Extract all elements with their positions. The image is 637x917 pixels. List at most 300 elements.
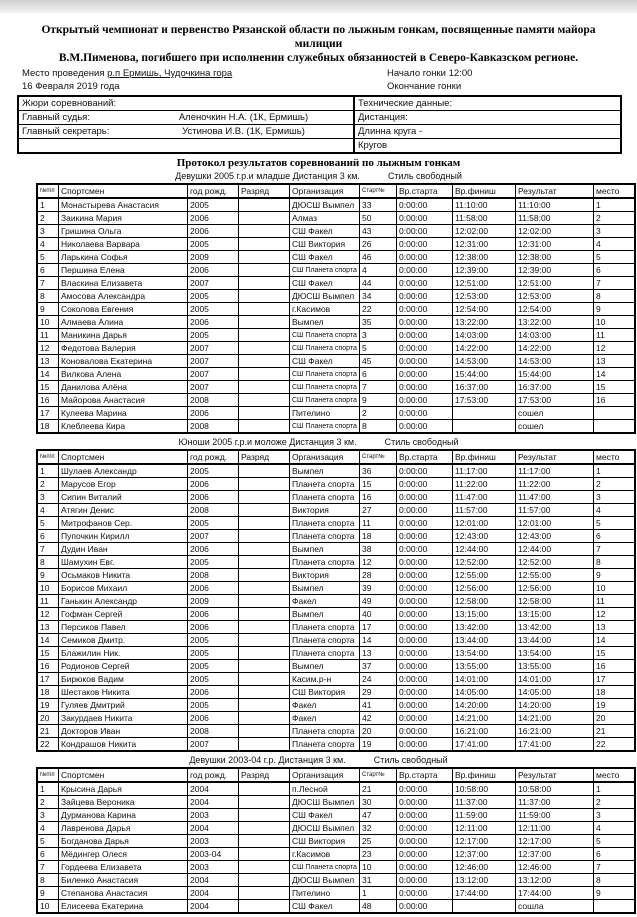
cell: СШ Планета спорта [290, 861, 360, 874]
table-row [37, 556, 635, 569]
table-row [37, 647, 635, 660]
cell: 21 [594, 725, 636, 738]
cell: 14 [360, 634, 397, 647]
cell: Мёдингер Олеся [59, 848, 188, 861]
cell [239, 782, 290, 796]
cell: 14:03:00 [453, 329, 516, 342]
cell: 13:55:00 [516, 660, 594, 673]
cell [239, 699, 290, 712]
cell: 2007 [188, 738, 239, 752]
cell: СШ Планета спорта [290, 420, 360, 434]
cell: 12:17:00 [516, 835, 594, 848]
cell: 17 [37, 407, 59, 420]
cell: 27 [360, 504, 397, 517]
cell: 2006 [188, 478, 239, 491]
cell: 13 [594, 355, 636, 368]
cell: 13:42:00 [516, 621, 594, 634]
cell: 5 [360, 342, 397, 355]
cell: Факел [290, 712, 360, 725]
cell: 12:11:00 [453, 822, 516, 835]
cell: 2009 [188, 595, 239, 608]
cell: 11:47:00 [516, 491, 594, 504]
results-table-girls-2003-04 [36, 767, 636, 914]
cell: 12:46:00 [516, 861, 594, 874]
column-header: Результат [516, 184, 594, 198]
cell: 11 [37, 595, 59, 608]
cell: 13:44:00 [453, 634, 516, 647]
cell: 12:53:00 [516, 290, 594, 303]
cell: 1 [594, 198, 636, 212]
cell: Факел [290, 699, 360, 712]
cell: Касим.р-н [290, 673, 360, 686]
cell: 4 [360, 264, 397, 277]
table-row [37, 848, 635, 861]
cell: 6 [37, 848, 59, 861]
cell: Степанова Анастасия [59, 887, 188, 900]
cell: Монастырева Анастасия [59, 198, 188, 212]
cell [239, 504, 290, 517]
cell: 6 [594, 264, 636, 277]
cell: 12:39:00 [516, 264, 594, 277]
cell: 2 [360, 407, 397, 420]
cell: 2003 [188, 835, 239, 848]
column-header: Спортсмен [59, 768, 188, 782]
document-title-line1: Открытый чемпионат и первенство Рязанской области по лыжным гонкам, посвященные памяти майора милиции [41, 24, 596, 50]
cell: 12:01:00 [453, 517, 516, 530]
cell: 11:10:00 [453, 198, 516, 212]
cell: 3 [594, 491, 636, 504]
cell [239, 290, 290, 303]
cell: Факел [290, 595, 360, 608]
cell [239, 900, 290, 914]
cell: 2006 [188, 582, 239, 595]
cell: 14:22:00 [453, 342, 516, 355]
table-row [37, 835, 635, 848]
cell: 0:00:00 [397, 822, 453, 835]
cell [239, 478, 290, 491]
cell: 0:00:00 [397, 464, 453, 478]
column-header: Результат [516, 768, 594, 782]
cell: 12:37:00 [453, 848, 516, 861]
chief-secretary-value: Устинова И.В. (1К, Ермишь) [182, 126, 305, 137]
cell: 7 [37, 277, 59, 290]
cell: 12:52:00 [453, 556, 516, 569]
cell: 13 [37, 355, 59, 368]
cell: 8 [360, 420, 397, 434]
cell: 0:00:00 [397, 530, 453, 543]
cell: 6 [594, 530, 636, 543]
cell: 3 [37, 491, 59, 504]
cell: 3 [594, 809, 636, 822]
cell: 6 [37, 264, 59, 277]
cell: 2 [37, 212, 59, 225]
cell: сошла [516, 900, 594, 914]
cell: 30 [360, 796, 397, 809]
column-header: Вр.старта [397, 768, 453, 782]
cell [239, 848, 290, 861]
cell: 20 [37, 712, 59, 725]
cell: 28 [360, 569, 397, 582]
cell: 0:00:00 [397, 478, 453, 491]
jury-row-empty [19, 138, 620, 152]
table-row [37, 738, 635, 752]
cell: 38 [360, 543, 397, 556]
cell: Дудин Иван [59, 543, 188, 556]
cell: СШ Планета спорта [290, 264, 360, 277]
cell: 2003 [188, 861, 239, 874]
cell: 0:00:00 [397, 264, 453, 277]
cell: 10 [594, 582, 636, 595]
cell: 14 [37, 634, 59, 647]
cell: Ларькина Софья [59, 251, 188, 264]
cell: Шестаков Никита [59, 686, 188, 699]
table-row [37, 290, 635, 303]
column-header: год рожд. [188, 184, 239, 198]
cell: Биленко Анастасия [59, 874, 188, 887]
cell: 43 [360, 225, 397, 238]
cell: 0:00:00 [397, 504, 453, 517]
cell: 13:55:00 [453, 660, 516, 673]
cell [594, 420, 636, 434]
cell [239, 530, 290, 543]
table-row [37, 874, 635, 887]
cell: сошел [516, 407, 594, 420]
cell: 0:00:00 [397, 251, 453, 264]
cell: 12 [37, 342, 59, 355]
cell: 5 [37, 251, 59, 264]
table-row [37, 381, 635, 394]
cell: 12:43:00 [516, 530, 594, 543]
cell: 9 [37, 569, 59, 582]
cell [239, 212, 290, 225]
cell: 12:11:00 [516, 822, 594, 835]
cell: 11:37:00 [453, 796, 516, 809]
cell: Кулеева Марина [59, 407, 188, 420]
cell: 1 [360, 887, 397, 900]
cell: 0:00:00 [397, 634, 453, 647]
cell [594, 900, 636, 914]
cell: 0:00:00 [397, 874, 453, 887]
document-title-line2: В.М.Пименова, погибшего при исполнении служебных обязанностей в Северо-Кавказском регионе. [58, 52, 579, 64]
cell [239, 543, 290, 556]
cell: 9 [594, 303, 636, 316]
cell: 17:41:00 [516, 738, 594, 752]
section-title [0, 755, 637, 766]
cell: Митрофанов Сер. [59, 517, 188, 530]
cell: 22 [594, 738, 636, 752]
cell: 11:59:00 [516, 809, 594, 822]
distance-cell: Дистанция: [358, 112, 408, 123]
cell: 2004 [188, 796, 239, 809]
date-line [22, 80, 631, 93]
cell [239, 368, 290, 381]
cell: 2005 [188, 303, 239, 316]
cell: Планета спорта [290, 725, 360, 738]
cell: СШ Факел [290, 277, 360, 290]
cell: Гордеева Елизавета [59, 861, 188, 874]
cell: 8 [37, 874, 59, 887]
column-header: год рожд. [188, 450, 239, 464]
cell: 12:54:00 [453, 303, 516, 316]
cell: Вымпел [290, 464, 360, 478]
cell [239, 316, 290, 329]
cell: ДЮСШ Вымпел [290, 822, 360, 835]
cell: 2006 [188, 225, 239, 238]
cell: Планета спорта [290, 556, 360, 569]
cell: 0:00:00 [397, 556, 453, 569]
cell: Алмаз [290, 212, 360, 225]
table-row [37, 582, 635, 595]
table-row [37, 725, 635, 738]
cell: 2004 [188, 887, 239, 900]
column-header: №п\п [37, 184, 59, 198]
cell: 2003 [188, 809, 239, 822]
cell: 17 [37, 673, 59, 686]
cell [239, 329, 290, 342]
cell: 0:00:00 [397, 543, 453, 556]
table-row [37, 368, 635, 381]
cell [239, 225, 290, 238]
table-row [37, 822, 635, 835]
cell: г.Касимов [290, 303, 360, 316]
document-title [18, 23, 619, 65]
cell: 0:00:00 [397, 198, 453, 212]
venue-value: р.п Ермишь, Чудочкина гора [107, 68, 233, 79]
cell: 0:00:00 [397, 699, 453, 712]
cell: 13:22:00 [516, 316, 594, 329]
cell: 17:44:00 [453, 887, 516, 900]
cell [239, 582, 290, 595]
cell: Семиков Дмитр. [59, 634, 188, 647]
cell: 12:31:00 [453, 238, 516, 251]
cell: 47 [360, 809, 397, 822]
cell: 12 [360, 556, 397, 569]
cell: 13:42:00 [453, 621, 516, 634]
cell: Клеблеева Кира [59, 420, 188, 434]
table-row [37, 608, 635, 621]
cell: 16 [37, 394, 59, 407]
cell: 12:38:00 [516, 251, 594, 264]
cell: Гофман Сергей [59, 608, 188, 621]
cell: 12:31:00 [516, 238, 594, 251]
cell: Вымпел [290, 316, 360, 329]
cell: 2005 [188, 556, 239, 569]
cell: 0:00:00 [397, 238, 453, 251]
cell: 34 [360, 290, 397, 303]
cell: 17:44:00 [516, 887, 594, 900]
cell: 11:59:00 [453, 809, 516, 822]
cell: 4 [37, 822, 59, 835]
cell [453, 420, 516, 434]
cell: 0:00:00 [397, 582, 453, 595]
cell: 2006 [188, 264, 239, 277]
cell: 8 [594, 290, 636, 303]
cell: 0:00:00 [397, 660, 453, 673]
chief-secretary-label: Главный секретарь: [22, 126, 110, 137]
section-title-style: Стиль свободный [373, 755, 448, 765]
cell: 13:54:00 [453, 647, 516, 660]
table-row [37, 342, 635, 355]
cell: Пупочкин Кирилл [59, 530, 188, 543]
cell: Марусов Егор [59, 478, 188, 491]
cell: 0:00:00 [397, 225, 453, 238]
cell: Крысина Дарья [59, 782, 188, 796]
results-table-boys-2005 [36, 449, 636, 752]
venue [22, 67, 387, 80]
column-header: Разряд [239, 450, 290, 464]
cell: 10 [37, 582, 59, 595]
cell [239, 796, 290, 809]
table-row [37, 491, 635, 504]
cell: 32 [360, 822, 397, 835]
cell: Ганькин Александр [59, 595, 188, 608]
cell: 2005 [188, 699, 239, 712]
table-row [37, 517, 635, 530]
cell: 14:20:00 [516, 699, 594, 712]
section-boys-2005 [0, 437, 637, 752]
cell: Амосова Александра [59, 290, 188, 303]
cell: 8 [37, 290, 59, 303]
cell: 7 [594, 861, 636, 874]
cell: 13 [360, 647, 397, 660]
cell: 2007 [188, 530, 239, 543]
table-row [37, 303, 635, 316]
cell: 2006 [188, 491, 239, 504]
cell: 2004 [188, 822, 239, 835]
chief-judge-value: Аленочкин Н.А. (1К, Ермишь) [178, 112, 309, 123]
cell: Пителино [290, 887, 360, 900]
cell: 15 [360, 478, 397, 491]
cell: 21 [360, 782, 397, 796]
cell: 10 [360, 861, 397, 874]
cell: 11:22:00 [516, 478, 594, 491]
cell: 22 [360, 303, 397, 316]
cell: 9 [594, 887, 636, 900]
empty-label [22, 139, 137, 152]
cell: 12:55:00 [516, 569, 594, 582]
cell: 0:00:00 [397, 796, 453, 809]
cell: 3 [594, 225, 636, 238]
cell: 0:00:00 [397, 848, 453, 861]
cell: ДЮСШ Вымпел [290, 198, 360, 212]
cell: 12:58:00 [516, 595, 594, 608]
cell: 0:00:00 [397, 647, 453, 660]
column-header: Организация [290, 450, 360, 464]
cell: 17:41:00 [453, 738, 516, 752]
header-row [37, 184, 635, 198]
cell: 6 [594, 848, 636, 861]
cell: 2005 [188, 198, 239, 212]
cell: 16:21:00 [453, 725, 516, 738]
table-row [37, 809, 635, 822]
cell: 0:00:00 [397, 394, 453, 407]
venue-label: Место проведения [22, 68, 105, 79]
cell: 1 [37, 464, 59, 478]
cell: 15:44:00 [453, 368, 516, 381]
cell [239, 517, 290, 530]
cell: 17:53:00 [516, 394, 594, 407]
cell: Першина Елена [59, 264, 188, 277]
cell: 0:00:00 [397, 420, 453, 434]
cell: 4 [594, 238, 636, 251]
cell: 50 [360, 212, 397, 225]
cell: 2009 [188, 251, 239, 264]
cell: Планета спорта [290, 621, 360, 634]
cell [239, 198, 290, 212]
cell: 20 [360, 725, 397, 738]
cell: СШ Виктория [290, 835, 360, 848]
cell: 0:00:00 [397, 569, 453, 582]
cell: 2004 [188, 874, 239, 887]
section-title-style: Стиль свободный [387, 171, 462, 181]
cell: 5 [594, 835, 636, 848]
cell: Гуляев Дмитрий [59, 699, 188, 712]
cell: 12:56:00 [516, 582, 594, 595]
cell: 12:17:00 [453, 835, 516, 848]
cell: 16 [594, 660, 636, 673]
cell: СШ Планета спорта [290, 329, 360, 342]
table-row [37, 198, 635, 212]
cell [239, 595, 290, 608]
cell: 9 [37, 303, 59, 316]
cell: Вымпел [290, 660, 360, 673]
cell: 11:57:00 [516, 504, 594, 517]
table-row [37, 782, 635, 796]
column-header: Вр.старта [397, 184, 453, 198]
chief-judge-cell [19, 111, 355, 124]
table-row [37, 887, 635, 900]
cell: СШ Факел [290, 251, 360, 264]
cell: 2006 [188, 407, 239, 420]
column-header: место [594, 768, 636, 782]
cell: 41 [360, 699, 397, 712]
laps-cell: Кругов [358, 140, 388, 151]
cell [239, 381, 290, 394]
cell [239, 634, 290, 647]
cell: 25 [360, 835, 397, 848]
cell: 12:54:00 [516, 303, 594, 316]
cell: 13:54:00 [516, 647, 594, 660]
cell: 26 [360, 238, 397, 251]
jury-tech-header-row [19, 97, 620, 110]
cell: 1 [37, 782, 59, 796]
section-title-group: Девушки 2003-04 г.р. Дистанция 3 км. [189, 755, 346, 765]
cell: 2008 [188, 725, 239, 738]
cell: Закурдаев Никита [59, 712, 188, 725]
cell: 12:56:00 [453, 582, 516, 595]
cell [239, 712, 290, 725]
cell: 4 [37, 504, 59, 517]
cell: 8 [594, 874, 636, 887]
cell [239, 394, 290, 407]
cell: 12:51:00 [516, 277, 594, 290]
cell [239, 861, 290, 874]
cell: 0:00:00 [397, 712, 453, 725]
cell: 15 [37, 381, 59, 394]
cell: 2007 [188, 355, 239, 368]
cell: Федотова Валерия [59, 342, 188, 355]
cell: 3 [37, 225, 59, 238]
column-header: №п\п [37, 768, 59, 782]
cell: 2 [594, 796, 636, 809]
cell: 7 [594, 277, 636, 290]
cell [239, 647, 290, 660]
table-row [37, 316, 635, 329]
cell: 0:00:00 [397, 621, 453, 634]
cell [239, 491, 290, 504]
cell: 22 [37, 738, 59, 752]
cell: 18 [37, 420, 59, 434]
